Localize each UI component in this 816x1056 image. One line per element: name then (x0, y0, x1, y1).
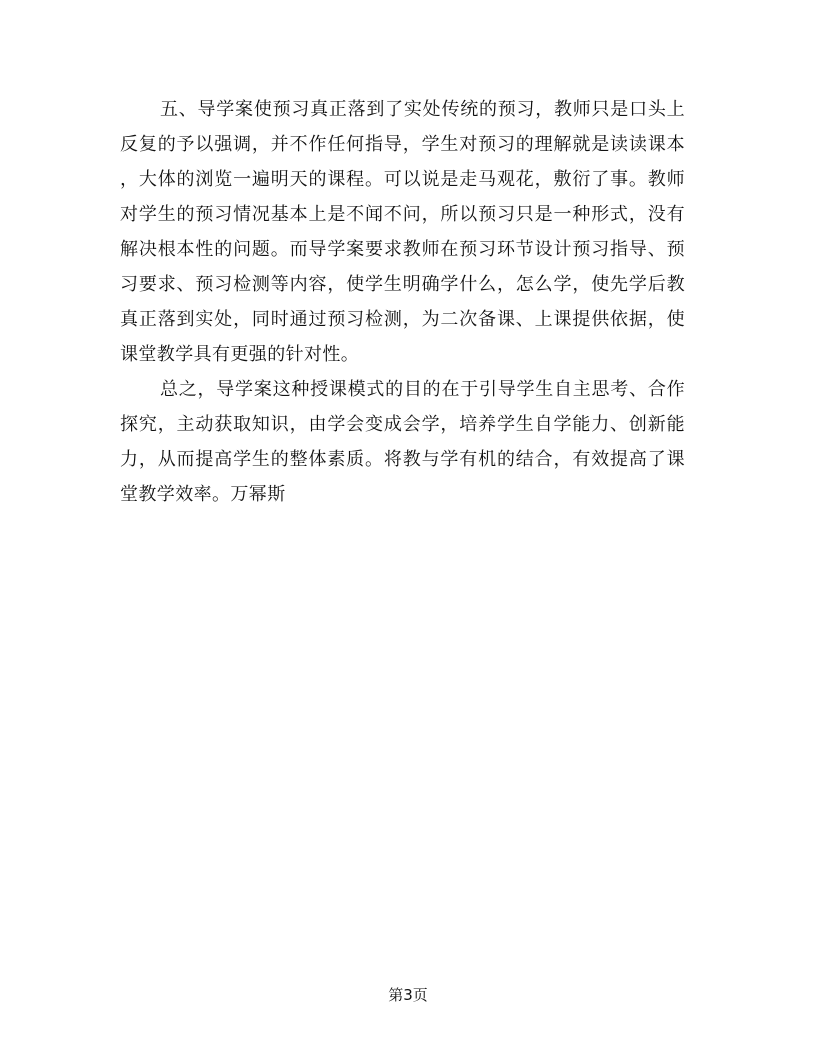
paragraph-line: ，大体的浏览一遍明天的课程。可以说是走马观花，敷衍了事。教师 (120, 169, 685, 190)
paragraph-line: 对学生的预习情况基本上是不闻不问，所以预习只是一种形式，没有 (120, 204, 685, 225)
paragraph-1 (120, 92, 685, 372)
paragraph-line: 真正落到实处，同时通过预习检测，为二次备课、上课提供依据，使 (120, 309, 685, 330)
paragraph-2 (120, 372, 685, 512)
paragraph-line: 课堂教学具有更强的针对性。 (120, 344, 360, 365)
paragraph-line: 总之，导学案这种授课模式的目的在于引导学生自主思考、合作 (160, 379, 685, 400)
paragraph-line: 探究，主动获取知识，由学会变成会学，培养学生自学能力、创新能 (120, 414, 685, 435)
document-body (120, 92, 685, 512)
page-number: 第3页 (388, 986, 428, 1004)
paragraph-line: 五、导学案使预习真正落到了实处传统的预习，教师只是口头上 (160, 99, 685, 120)
paragraph-line: 习要求、预习检测等内容，使学生明确学什么，怎么学，使先学后教 (120, 274, 685, 295)
paragraph-line: 反复的予以强调，并不作任何指导，学生对预习的理解就是读读课本 (120, 134, 685, 155)
paragraph-line: 解决根本性的问题。而导学案要求教师在预习环节设计预习指导、预 (120, 239, 685, 260)
paragraph-line: 堂教学效率。万幂斯 (120, 484, 286, 505)
paragraph-line: 力，从而提高学生的整体素质。将教与学有机的结合，有效提高了课 (120, 449, 685, 470)
